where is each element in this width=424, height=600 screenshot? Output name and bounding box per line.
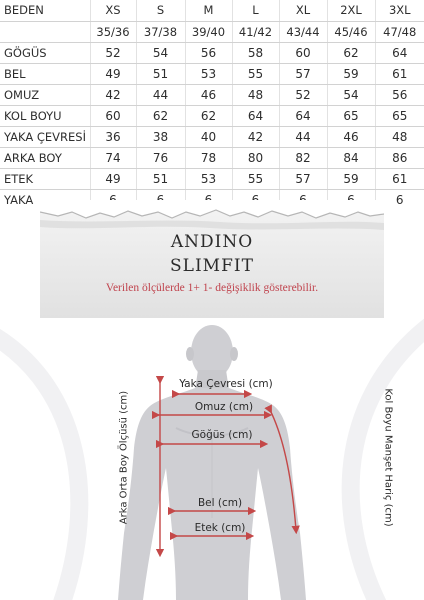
measurement-value: 62 xyxy=(136,105,185,126)
measurement-value: 84 xyxy=(327,147,375,168)
measurement-label: KOL BOYU xyxy=(0,105,90,126)
measurement-value: 59 xyxy=(327,168,375,189)
measurement-value: 46 xyxy=(327,126,375,147)
range-cell: 39/40 xyxy=(185,21,232,42)
measurement-value: 76 xyxy=(136,147,185,168)
size-2xl: 2XL xyxy=(327,0,375,21)
measurement-label: YAKA ÇEVRESİ xyxy=(0,126,90,147)
size-header-row xyxy=(0,0,424,21)
measurement-value: 59 xyxy=(327,63,375,84)
size-xs: XS xyxy=(90,0,136,21)
range-cell: 35/36 xyxy=(90,21,136,42)
range-cell: 47/48 xyxy=(375,21,424,42)
range-cell: 45/46 xyxy=(327,21,375,42)
table-row xyxy=(0,42,424,63)
measurement-value: 62 xyxy=(327,42,375,63)
sleeve-label: Kol Boyu Manşet Hariç (cm) xyxy=(382,388,394,527)
chest-label: Göğüs (cm) xyxy=(191,429,253,441)
measurement-label: OMUZ xyxy=(0,84,90,105)
shoulder-label: Omuz (cm) xyxy=(194,401,254,413)
measurement-value: 78 xyxy=(185,147,232,168)
waist-label: Bel (cm) xyxy=(197,497,243,509)
table-row xyxy=(0,105,424,126)
measurement-label: YAKA xyxy=(0,189,90,210)
brand-fit: SLIMFIT xyxy=(170,256,254,276)
measurement-value: 42 xyxy=(90,84,136,105)
measurement-value: 52 xyxy=(279,84,327,105)
hem-label: Etek (cm) xyxy=(194,522,246,534)
measurement-value: 51 xyxy=(136,63,185,84)
measurement-value: 40 xyxy=(185,126,232,147)
measurement-value: 49 xyxy=(90,63,136,84)
measurement-value: 74 xyxy=(90,147,136,168)
measurement-value: 44 xyxy=(279,126,327,147)
measurement-value: 44 xyxy=(136,84,185,105)
measurement-value: 38 xyxy=(136,126,185,147)
measurement-arrows xyxy=(0,318,424,600)
table-row xyxy=(0,168,424,189)
measurement-value: 82 xyxy=(279,147,327,168)
table-row xyxy=(0,84,424,105)
measurement-value: 57 xyxy=(279,63,327,84)
body-measurement-diagram xyxy=(0,318,424,600)
measurement-value: 80 xyxy=(232,147,279,168)
measurement-value: 54 xyxy=(327,84,375,105)
size-s: S xyxy=(136,0,185,21)
table-row xyxy=(0,126,424,147)
table-row xyxy=(0,63,424,84)
measurement-value: 48 xyxy=(232,84,279,105)
brand-band xyxy=(40,200,384,318)
measurement-value: 64 xyxy=(232,105,279,126)
range-cell: 41/42 xyxy=(232,21,279,42)
table-row xyxy=(0,147,424,168)
measurement-label: ETEK xyxy=(0,168,90,189)
measurement-value: 56 xyxy=(375,84,424,105)
range-label-empty xyxy=(0,21,90,42)
size-l: L xyxy=(232,0,279,21)
measurement-value: 6 xyxy=(395,192,404,207)
size-range-row xyxy=(0,21,424,42)
measurement-value: 65 xyxy=(327,105,375,126)
measurement-value: 58 xyxy=(232,42,279,63)
measurement-value: 64 xyxy=(375,42,424,63)
size-header-label: BEDEN xyxy=(0,0,90,21)
size-m: M xyxy=(185,0,232,21)
size-chart-table xyxy=(0,0,424,210)
measurement-value: 46 xyxy=(185,84,232,105)
measurement-value: 60 xyxy=(90,105,136,126)
measurement-label: GÖGÜS xyxy=(0,42,90,63)
back-length-label: Arka Orta Boy Ölçüsü (cm) xyxy=(118,390,130,525)
size-xl: XL xyxy=(279,0,327,21)
measurement-value: 52 xyxy=(90,42,136,63)
measurement-value: 51 xyxy=(136,168,185,189)
measurement-value: 65 xyxy=(375,105,424,126)
measurement-value: 86 xyxy=(375,147,424,168)
measurement-value: 62 xyxy=(185,105,232,126)
measurement-label: ARKA BOY xyxy=(0,147,90,168)
size-3xl: 3XL xyxy=(375,0,424,21)
measurement-value: 61 xyxy=(375,168,424,189)
measurement-value: 57 xyxy=(279,168,327,189)
measurement-value: 64 xyxy=(279,105,327,126)
sleeve-arrow xyxy=(270,410,296,530)
measurement-label: BEL xyxy=(0,63,90,84)
measurement-value: 42 xyxy=(232,126,279,147)
brand-name: ANDINO xyxy=(170,232,254,252)
neck-label: Yaka Çevresi (cm) xyxy=(179,378,273,390)
measurement-value: 56 xyxy=(185,42,232,63)
measurement-value: 53 xyxy=(185,168,232,189)
measurement-value: 61 xyxy=(375,63,424,84)
range-cell: 37/38 xyxy=(136,21,185,42)
brand-note: Verilen ölçülerde 1+ 1- değişiklik gösterebilir. xyxy=(105,282,319,294)
measurement-value: 49 xyxy=(90,168,136,189)
measurement-value: 36 xyxy=(90,126,136,147)
measurement-value: 54 xyxy=(136,42,185,63)
measurement-value: 48 xyxy=(375,126,424,147)
measurement-value: 60 xyxy=(279,42,327,63)
measurement-value: 55 xyxy=(232,63,279,84)
measurement-value: 55 xyxy=(232,168,279,189)
range-cell: 43/44 xyxy=(279,21,327,42)
measurement-value: 53 xyxy=(185,63,232,84)
